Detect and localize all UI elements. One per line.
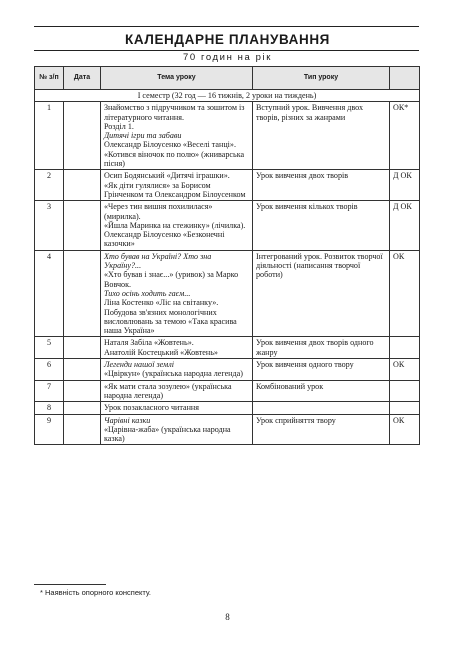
table-row xyxy=(35,380,420,402)
table-row xyxy=(35,414,420,445)
row-lesson-type: Урок вивчення одного твору xyxy=(253,359,390,381)
row-lesson-type: Урок вивчення двох творів xyxy=(253,170,390,201)
calendar-plan-table xyxy=(34,66,420,445)
row-number: 9 xyxy=(35,414,64,445)
row-topic xyxy=(101,337,253,359)
row-date xyxy=(64,380,101,402)
row-lesson-type: Вступний урок. Вивчення двох творів, різних за жанрами xyxy=(253,102,390,170)
row-lesson-type: Урок вивчення двох творів одного жанру xyxy=(253,337,390,359)
table-row xyxy=(35,402,420,414)
row-number: 1 xyxy=(35,102,64,170)
row-topic xyxy=(101,359,253,381)
topic-line: Олександр Білоусенко «Безконечні казочки» xyxy=(104,230,225,249)
row-lesson-type: Інтегрований урок. Розвиток творчої діяльності (написання творчої роботи) xyxy=(253,250,390,337)
row-topic xyxy=(101,201,253,250)
row-date xyxy=(64,102,101,170)
row-marker: ОК xyxy=(390,414,420,445)
table-row xyxy=(35,201,420,250)
row-topic xyxy=(101,414,253,445)
topic-line: «Цвіркун» (українська народна легенда) xyxy=(104,369,243,379)
topic-line: Легенди нашої землі xyxy=(104,360,174,370)
table-row xyxy=(35,359,420,381)
topic-line: «Через тин вишня похилилася» (мирилка). xyxy=(104,202,213,221)
semester-row xyxy=(35,90,420,102)
row-marker: ОК xyxy=(390,250,420,337)
topic-line: «Царівна-жаба» (українська народна казка) xyxy=(104,424,231,444)
row-marker: Д ОК xyxy=(390,201,420,250)
footnote-rule xyxy=(34,584,106,585)
row-lesson-type: Урок сприйняття твору xyxy=(253,414,390,445)
row-marker xyxy=(390,337,420,359)
row-topic xyxy=(101,170,253,201)
topic-line: Наталя Забіла «Жовтень». xyxy=(104,338,194,348)
topic-line: Хто бував на Україні? Хто зна Україну?... xyxy=(104,251,212,271)
topic-line: Ліна Костенко «Ліс на світанку». xyxy=(104,298,219,308)
row-marker: ОК xyxy=(390,359,420,381)
row-number: 3 xyxy=(35,201,64,250)
row-date xyxy=(64,359,101,381)
row-date xyxy=(64,402,101,414)
page-number: 8 xyxy=(225,612,230,622)
topic-line: «Як діти гулялися» за Борисом Грінченком та Олександром Білоусенком xyxy=(104,180,246,199)
topic-line: «Хто бував і знає...» (уривок) за Марко Вовчок. xyxy=(104,270,239,289)
row-number: 4 xyxy=(35,250,64,337)
row-marker xyxy=(390,380,420,402)
row-number: 6 xyxy=(35,359,64,381)
topic-line: Анатолій Костецький «Жовтень» xyxy=(104,347,218,357)
row-lesson-type: Урок вивчення кількох творів xyxy=(253,201,390,250)
row-number: 8 xyxy=(35,402,64,414)
footnote: * Наявність опорного конспекту. xyxy=(40,588,151,597)
header-date: Дата xyxy=(64,67,101,90)
table-row xyxy=(35,250,420,337)
row-lesson-type xyxy=(253,402,390,414)
row-lesson-type: Комбінований урок xyxy=(253,380,390,402)
semester-label: І семестр (32 год — 16 тижнів, 2 уроки на тиждень) xyxy=(35,90,420,102)
topic-line: Тихо осінь ходить гаєм... xyxy=(104,288,191,298)
row-topic xyxy=(101,102,253,170)
row-date xyxy=(64,414,101,445)
topic-line: Побудова зв'язних монологічних висловлювань за темою «Така красива наша Україна» xyxy=(104,307,237,336)
topic-line: «Йшла Маринка на стежинку» (лічилка). xyxy=(104,220,246,230)
row-topic xyxy=(101,402,253,414)
row-number: 7 xyxy=(35,380,64,402)
table-row xyxy=(35,170,420,201)
topic-line: Дитячі ігри та забави xyxy=(104,131,182,141)
page-title: КАЛЕНДАРНЕ ПЛАНУВАННЯ xyxy=(125,32,330,47)
row-date xyxy=(64,170,101,201)
row-date xyxy=(64,201,101,250)
title-rule-bottom xyxy=(34,50,419,51)
header-num: № з/п xyxy=(35,67,64,90)
table-body xyxy=(35,90,420,445)
topic-line: «Котився віночок по полю» (жниварська пісня) xyxy=(104,149,245,169)
title-rule-top xyxy=(34,26,419,27)
header-type: Тип уроку xyxy=(253,67,390,90)
topic-line: Олександр Білоусенко «Веселі танці». xyxy=(104,140,236,150)
table-row xyxy=(35,337,420,359)
topic-line: Урок позакласного читання xyxy=(104,403,199,413)
row-topic xyxy=(101,380,253,402)
row-topic xyxy=(101,250,253,337)
row-marker: Д ОК xyxy=(390,170,420,201)
topic-line: Чарівні казки xyxy=(104,415,151,425)
page-subtitle: 70 годин на рік xyxy=(183,52,272,63)
row-marker xyxy=(390,402,420,414)
topic-line: Знайомство з підручником та зошитом із літературного читання. xyxy=(104,103,245,122)
topic-line: «Як мати стала зозулею» (українська народна легенда) xyxy=(104,381,232,400)
topic-line: Осип Бодянський «Дитячі іграшки». xyxy=(104,171,230,181)
row-number: 5 xyxy=(35,337,64,359)
table-row xyxy=(35,102,420,170)
topic-line: Розділ 1. xyxy=(104,121,134,131)
header-topic: Тема уроку xyxy=(101,67,253,90)
row-date xyxy=(64,337,101,359)
row-marker: ОК* xyxy=(390,102,420,170)
table-header-row xyxy=(35,67,420,90)
row-date xyxy=(64,250,101,337)
header-marker xyxy=(390,67,420,90)
row-number: 2 xyxy=(35,170,64,201)
